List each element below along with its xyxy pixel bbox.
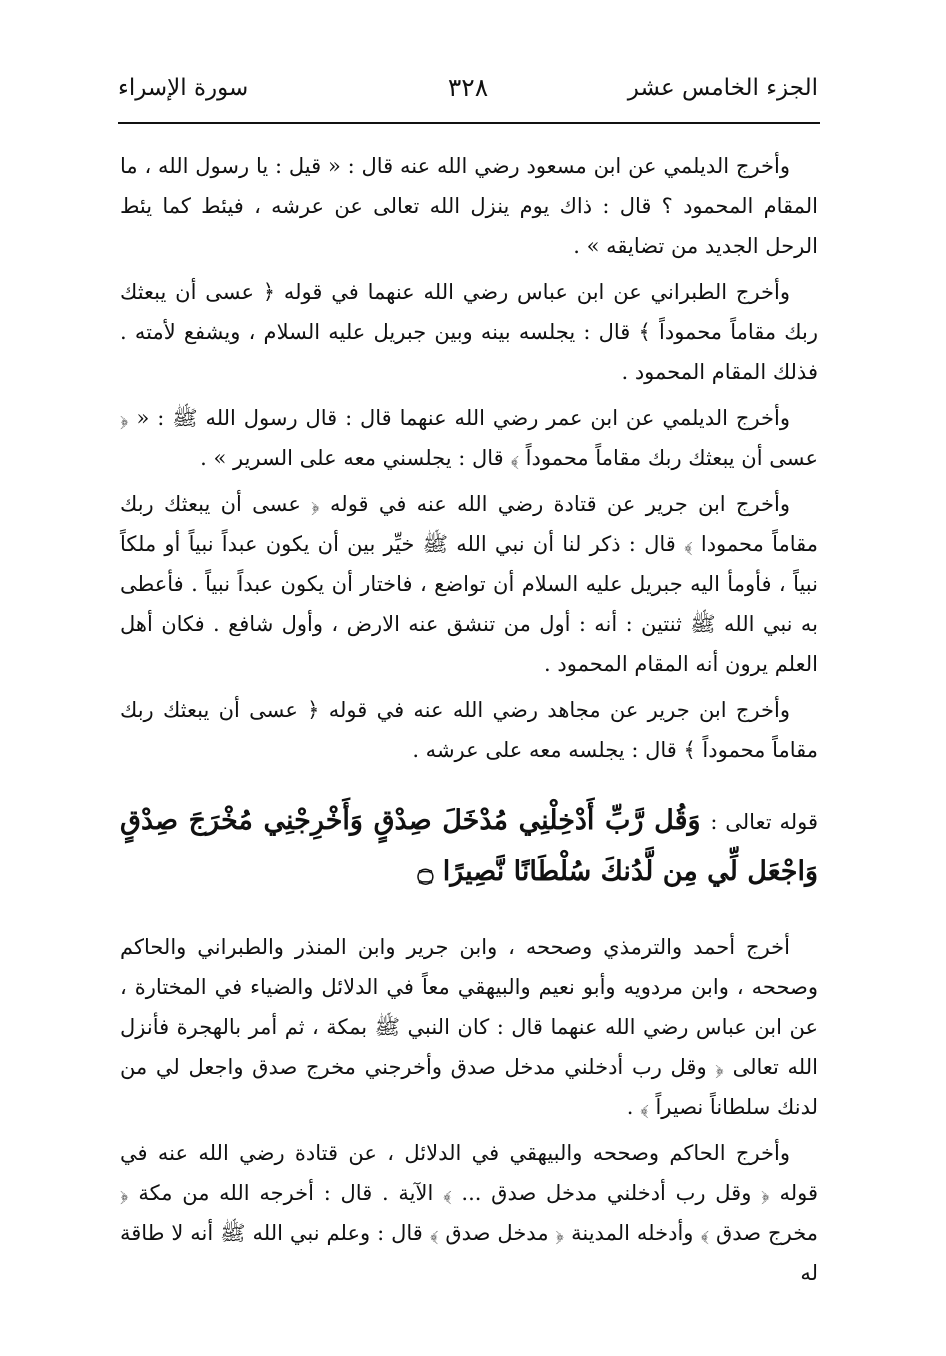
paragraph: وأخرج ابن جرير عن قتادة رضي الله عنه في قوله ﴿ عسى أن يبعثك ربك مقاماً محمودا ﴾ قال : ذكر لنا أن نبي الله ﷺ خيِّر بين أن يكون عبداً نبياً أو ملكاً نبياً ، فأومأ اليه جبريل عليه السلام أن تواضع ، فاختار أن يكون عبداً نبياً . فأعطى به نبي الله ﷺ ثنتين : أنه : أول من تنشق عنه الارض ، وأول شافع . فكان أهل العلم يرون أنه المقام المحمود . — [120, 492, 818, 676]
verse-lead: قوله تعالى : — [710, 810, 818, 834]
paragraph: أخرج أحمد والترمذي وصححه ، وابن جرير وابن المنذر والطبراني والحاكم وصححه ، وابن مردويه وأبو نعيم والبيهقي معاً في الدلائل والضياء في المختارة ، عن ابن عباس رضي الله عنهما قال : كان النبي ﷺ بمكة ، ثم أمر بالهجرة فأنزل الله تعالى ﴿ وقل رب أدخلني مدخل صدق وأخرجني مخرج صدق واجعل لي من لدنك سلطاناً نصيراً ﴾ . — [120, 935, 818, 1119]
verse-text: وَقُل رَّبِّ أَدْخِلْنِي مُدْخَلَ صِدْقٍ وَأَخْرِجْنِي مُخْرَجَ صِدْقٍ وَاجْعَل لِّي مِن لَّدُنكَ سُلْطَانًا نَّصِيرًا ۝ — [120, 805, 818, 887]
surah-title: سورة الإسراء — [118, 75, 249, 101]
paragraph: وأخرج الديلمي عن ابن عمر رضي الله عنهما قال : قال رسول الله ﷺ : « ﴿ عسى أن يبعثك ربك مقاماً محموداً ﴾ قال : يجلسني معه على السرير » . — [120, 406, 818, 470]
paragraph: وأخرج ابن جرير عن مجاهد رضي الله عنه في قوله ﴿ عسى أن يبعثك ربك مقاماً محموداً ﴾ قال : يجلسه معه على عرشه . — [120, 698, 818, 762]
page-number: ٣٢٨ — [447, 73, 489, 102]
paragraph: وأخرج الديلمي عن ابن مسعود رضي الله عنه قال : « قيل : يا رسول الله ، ما المقام المحمود ؟ قال : ذاك يوم ينزل الله تعالى عن عرشه ، فيئط كما يئط الرحل الجديد من تضايقه » . — [120, 154, 818, 258]
page-header — [118, 66, 818, 110]
header-rule — [118, 122, 820, 124]
paragraph: وأخرج الطبراني عن ابن عباس رضي الله عنهما في قوله ﴿ عسى أن يبعثك ربك مقاماً محموداً ﴾ قال : يجلسه بينه وبين جبريل عليه السلام ، ويشفع لأمته . فذلك المقام المحمود . — [120, 280, 818, 384]
page-body — [120, 146, 818, 1299]
part-title: الجزء الخامس عشر — [627, 75, 818, 101]
paragraph: وأخرج الحاكم وصححه والبيهقي في الدلائل ، عن قتادة رضي الله عنه في قوله ﴿ وقل رب أدخلني مدخل صدق ... ﴾ الآية . قال : أخرجه الله من مكة ﴿ مخرج صدق ﴾ وأدخله المدينة ﴿ مدخل صدق ﴾ قال : وعلم نبي الله ﷺ أنه لا طاقة له — [120, 1141, 818, 1285]
quran-verse — [120, 796, 818, 897]
